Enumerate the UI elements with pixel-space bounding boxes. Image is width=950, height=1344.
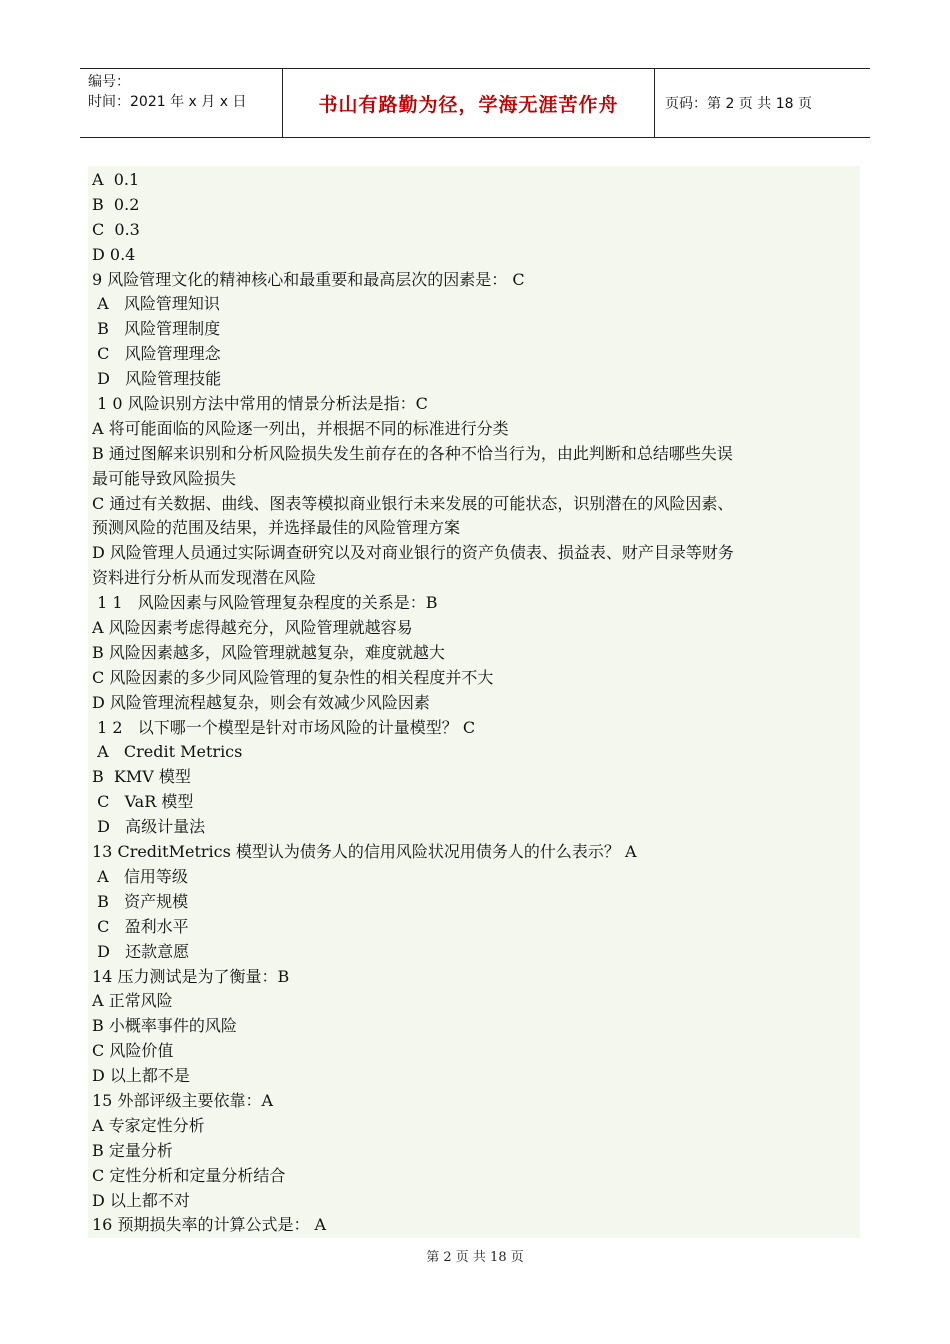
text-line: 最可能导致风险损失 xyxy=(92,468,237,488)
text-line: B 0.2 xyxy=(92,194,140,214)
text-line: 资料进行分析从而发现潜在风险 xyxy=(92,568,317,588)
text-line: A 风险因素考虑得越充分，风险管理就越容易 xyxy=(92,618,413,638)
text-line: A 将可能面临的风险逐一列出，并根据不同的标准进行分类 xyxy=(92,418,509,438)
text-line: B 风险因素越多，风险管理就越复杂，难度就越大 xyxy=(92,642,445,662)
header-left-cell xyxy=(80,69,282,137)
document-number-label: 编号： xyxy=(88,74,130,90)
header-motto: 书山有路勤为径，学海无涯苦作舟 xyxy=(282,69,655,137)
text-line: C 定性分析和定量分析结合 xyxy=(92,1165,286,1185)
text-line: C 风险管理理念 xyxy=(92,344,221,364)
text-line: C 风险因素的多少同风险管理的复杂性的相关程度并不大 xyxy=(92,667,494,687)
text-line: C 风险价值 xyxy=(92,1041,174,1061)
text-line: D 以上都不是 xyxy=(92,1066,190,1086)
text-line: 1 0 风险识别方法中常用的情景分析法是指：C xyxy=(92,394,428,414)
text-line: C VaR 模型 xyxy=(92,792,194,812)
text-line: 14 压力测试是为了衡量：B xyxy=(92,966,290,986)
text-line: B KMV 模型 xyxy=(92,767,191,787)
text-line: A 正常风险 xyxy=(92,991,173,1011)
text-line: D 高级计量法 xyxy=(92,817,206,837)
text-line: B 资产规模 xyxy=(92,891,189,911)
text-line: 15 外部评级主要依靠：A xyxy=(92,1090,274,1110)
text-line: D 风险管理人员通过实际调查研究以及对商业银行的资产负债表、损益表、财产目录等财务 xyxy=(92,543,734,563)
text-line: D 以上都不对 xyxy=(92,1190,190,1210)
text-line: B 定量分析 xyxy=(92,1140,173,1160)
text-line: C 0.3 xyxy=(92,219,140,239)
text-line: D 风险管理技能 xyxy=(92,369,222,389)
page-footer: 第 2 页 共 18 页 xyxy=(426,1250,524,1265)
text-line: C 通过有关数据、曲线、图表等模拟商业银行未来发展的可能状态，识别潜在的风险因素、 xyxy=(92,493,734,513)
question-lines xyxy=(88,166,860,1238)
text-line: A 专家定性分析 xyxy=(92,1115,205,1135)
text-line: D 0.4 xyxy=(92,244,136,264)
text-line: D 还款意愿 xyxy=(92,941,190,961)
document-date: 时间：2021 年 x 月 x 日 xyxy=(88,94,247,110)
text-line: B 风险管理制度 xyxy=(92,319,221,339)
text-line: A Credit Metrics xyxy=(92,742,243,762)
text-line: 预测风险的范围及结果，并选择最佳的风险管理方案 xyxy=(92,518,461,538)
text-line: 1 1 风险因素与风险管理复杂程度的关系是：B xyxy=(92,593,438,613)
text-line: B 小概率事件的风险 xyxy=(92,1016,237,1036)
text-line: C 盈利水平 xyxy=(92,916,189,936)
text-line: A 0.1 xyxy=(92,170,140,189)
text-line: 13 CreditMetrics 模型认为债务人的信用风险状况用债务人的什么表示？ A xyxy=(92,842,637,862)
text-line: D 风险管理流程越复杂，则会有效减少风险因素 xyxy=(92,692,430,712)
document-body xyxy=(88,166,860,1238)
text-line: B 通过图解来识别和分析风险损失发生前存在的各种不恰当行为，由此判断和总结哪些失误 xyxy=(92,443,733,463)
page-header xyxy=(80,68,870,138)
text-line: 1 2 以下哪一个模型是针对市场风险的计量模型？ C xyxy=(92,717,476,737)
text-line: A 信用等级 xyxy=(92,866,188,886)
text-line: A 风险管理知识 xyxy=(92,294,220,314)
header-page-info: 页码：第 2 页 共 18 页 xyxy=(665,96,812,112)
text-line: 9 风险管理文化的精神核心和最重要和最高层次的因素是： C xyxy=(92,269,525,289)
text-line: 16 预期损失率的计算公式是： A xyxy=(92,1215,327,1235)
